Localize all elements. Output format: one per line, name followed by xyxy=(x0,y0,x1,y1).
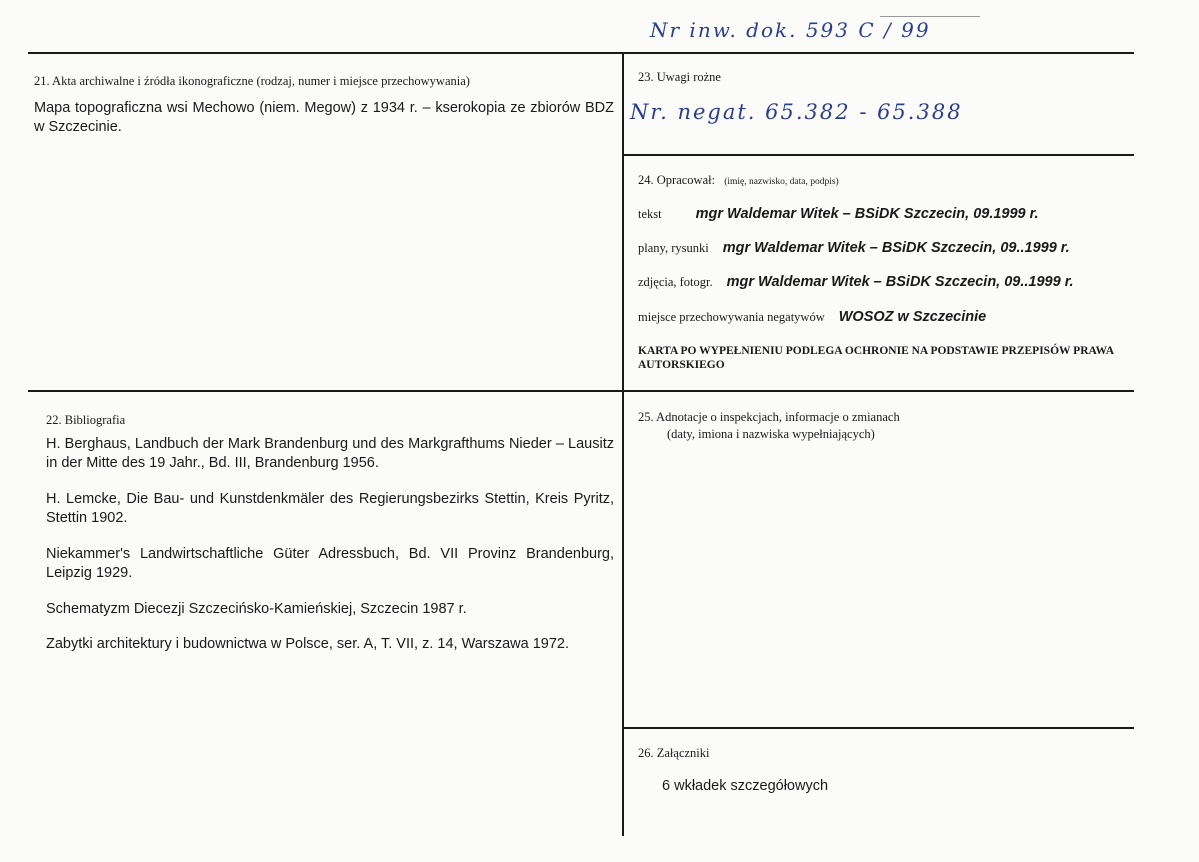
credit-value: mgr Waldemar Witek – BSiDK Szczecin, 09..1999 r. xyxy=(722,240,1070,256)
top-dash xyxy=(880,16,980,17)
s25-label-line1: 25. Adnotacje o inspekcjach, informacje o zmianach xyxy=(638,410,900,424)
middle-divider xyxy=(28,390,1134,392)
credit-label: tekst xyxy=(638,207,662,221)
credit-label: plany, rysunki xyxy=(638,241,709,255)
credit-label: zdjęcia, fotogr. xyxy=(638,275,713,289)
bibliography-item: Schematyzm Diecezji Szczecińsko-Kamieńskiej, Szczecin 1987 r. xyxy=(46,601,467,617)
bibliography-item: H. Berghaus, Landbuch der Mark Brandenburg und des Markgrafthums Nieder – Lausitz in der Mitte des 19 Jahr., Bd. III, Brandenburg 1956. xyxy=(46,436,614,471)
s24-label-main: 24. Opracował: xyxy=(638,173,716,187)
credit-value: mgr Waldemar Witek – BSiDK Szczecin, 09.1999 r. xyxy=(695,206,1039,222)
s23-label: 23. Uwagi rożne xyxy=(638,70,721,84)
divider-25-26 xyxy=(622,727,1134,729)
copyright-notice: KARTA PO WYPEŁNIENIU PODLEGA OCHRONIE NA PODSTAWIE PRZEPISÓW PRAWA AUTORSKIEGO xyxy=(638,345,1114,371)
s24-label-hint: (imię, nazwisko, data, podpis) xyxy=(724,177,839,187)
bibliography-item: Niekammer's Landwirtschaftliche Güter Adressbuch, Bd. VII Provinz Brandenburg, Leipzig 1929. xyxy=(46,546,614,581)
s24-label xyxy=(638,173,839,188)
s21-label: 21. Akta archiwalne i źródła ikonograficzne (rodzaj, numer i miejsce przechowywania) xyxy=(34,74,470,88)
credit-row-plans xyxy=(638,239,1070,257)
s22-label: 22. Bibliografia xyxy=(46,413,126,427)
credit-row-text xyxy=(638,205,1039,223)
inventory-note: Nr inw. dok. 593 C / 99 xyxy=(650,18,931,42)
top-border-line xyxy=(28,52,1134,54)
credit-row-negatives xyxy=(638,308,986,326)
s26-text: 6 wkładek szczegółowych xyxy=(662,778,829,794)
s26-label: 26. Załączniki xyxy=(638,746,710,760)
credit-value: mgr Waldemar Witek – BSiDK Szczecin, 09..1999 r. xyxy=(726,274,1074,290)
bibliography-item: H. Lemcke, Die Bau- und Kunstdenkmäler des Regierungsbezirks Stettin, Kreis Pyritz, Stettin 1902. xyxy=(46,491,614,526)
center-divider xyxy=(622,52,624,836)
credit-value: WOSOZ w Szczecinie xyxy=(838,309,987,325)
s25-label-line2: (daty, imiona i nazwiska wypełniających) xyxy=(667,427,875,441)
s21-text: Mapa topograficzna wsi Mechowo (niem. Megow) z 1934 r. – kserokopia ze zbiorów BDZ w Szczecinie. xyxy=(34,100,614,135)
credit-row-photos xyxy=(638,273,1074,291)
divider-23-24 xyxy=(622,154,1134,156)
bibliography-item: Zabytki architektury i budownictwa w Polsce, ser. A, T. VII, z. 14, Warszawa 1972. xyxy=(46,636,570,652)
s23-handwritten-negatives: Nr. negat. 65.382 - 65.388 xyxy=(630,100,963,124)
credit-label: miejsce przechowywania negatywów xyxy=(638,310,825,324)
